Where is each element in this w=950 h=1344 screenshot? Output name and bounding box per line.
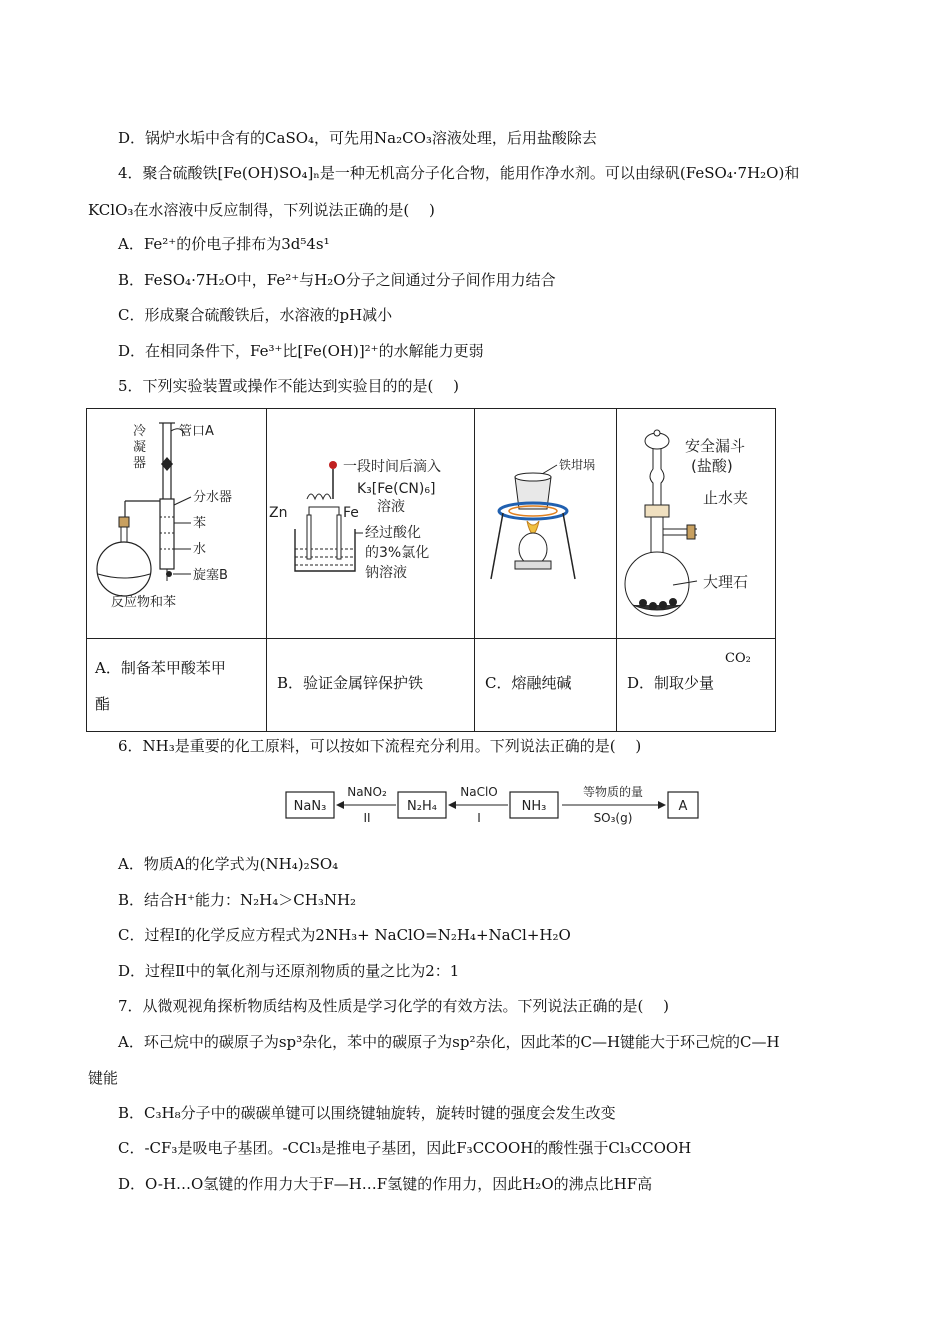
q4-option-b: B．FeSO₄·7H₂O中，Fe²⁺与H₂O分子之间通过分子间作用力结合: [118, 271, 556, 289]
label-fanying: 反应物和苯: [111, 595, 177, 610]
figure-d-apparatus: [617, 409, 777, 638]
q7-option-b: B．C₃H₈分子中的碳碳单键可以围绕键轴旋转，旋转时键的强度会发生改变: [118, 1104, 616, 1122]
q7-option-a-line2: 键能: [88, 1069, 119, 1087]
flow-so3: SO₃(g): [593, 811, 633, 825]
figure-a-apparatus: [87, 409, 266, 638]
q6-option-d: D．过程Ⅱ中的氧化剂与还原剂物质的量之比为2：1: [118, 962, 460, 980]
q7-option-c: C．-CF₃是吸电子基团。-CCl₃是推电子基团，因此F₃CCOOH的酸性强于Cl₃CCOOH: [118, 1139, 692, 1157]
figure-c-apparatus: [475, 409, 616, 638]
option-a-label-1: A．制备苯甲酸苯甲: [95, 659, 226, 677]
q6-option-b: B．结合H⁺能力：N₂H₄＞CH₃NH₂: [118, 891, 357, 909]
label-b-t3: 溶液: [377, 499, 405, 515]
option-c-label: C．熔融纯碱: [485, 674, 572, 692]
label-xuansai: 旋塞B: [193, 568, 228, 583]
label-c-t1: 铁坩埚: [559, 458, 596, 472]
label-b-t6: 钠溶液: [365, 565, 407, 581]
q6-flow-diagram: [280, 770, 720, 830]
q6-option-c: C．过程Ⅰ的化学反应方程式为2NH₃+ NaClO=N₂H₄+NaCl+H₂O: [118, 926, 571, 944]
label-b-t1: 一段时间后滴入: [343, 459, 441, 475]
label-d-t3: 止水夹: [703, 489, 749, 507]
flow-a: A: [678, 799, 688, 814]
figure-b-apparatus: [267, 409, 474, 638]
label-d-t1: 安全漏斗: [685, 437, 746, 455]
label-b-t2: K₃[Fe(CN)₆]: [357, 481, 436, 497]
label-qi: 器: [133, 456, 147, 471]
option-d-co2: CO₂: [725, 651, 751, 666]
q4-option-c: C．形成聚合硫酸铁后，水溶液的pH减小: [118, 306, 393, 324]
q6-stem: 6．NH₃是重要的化工原料，可以按如下流程充分利用。下列说法正确的是( ): [118, 737, 642, 755]
label-leng: 冷: [133, 424, 147, 439]
option-b-label: B．验证金属锌保护铁: [277, 674, 424, 692]
flow-n2h4: N₂H₄: [407, 799, 437, 814]
q6-option-a: A．物质A的化学式为(NH₄)₂SO₄: [118, 855, 339, 873]
option-a-label-2: 酯: [95, 695, 111, 713]
flow-nan3: NaN₃: [293, 799, 327, 814]
label-d-t4: 大理石: [703, 573, 749, 591]
flow-dengwuzhi: 等物质的量: [582, 785, 644, 799]
q7-option-d: D．O-H…O氢键的作用力大于F—H…F氢键的作用力，因此H₂O的沸点比HF高: [118, 1175, 653, 1193]
label-ning: 凝: [133, 440, 147, 455]
label-zn: Zn: [269, 505, 288, 521]
experiment-table: [86, 408, 776, 732]
label-fe: Fe: [343, 505, 359, 521]
q4-option-a: A．Fe²⁺的价电子排布为3d⁵4s¹: [118, 235, 330, 253]
q5-stem: 5．下列实验装置或操作不能达到实验目的的是( ): [118, 377, 460, 395]
label-d-t2: (盐酸): [691, 457, 733, 475]
label-guankou: 管口A: [179, 424, 214, 439]
flow-nh3: NH₃: [521, 799, 547, 814]
flow-naclo: NaClO: [460, 785, 498, 799]
q3-option-d: D．锅炉水垢中含有的CaSO₄，可先用Na₂CO₃溶液处理，后用盐酸除去: [118, 129, 597, 147]
q4-option-d: D．在相同条件下，Fe³⁺比[Fe(OH)]²⁺的水解能力更弱: [118, 342, 484, 360]
label-b-t5: 的3%氯化: [365, 545, 430, 561]
flow-nano2: NaNO₂: [347, 785, 387, 799]
q7-stem: 7．从微观视角探析物质结构及性质是学习化学的有效方法。下列说法正确的是( ): [118, 997, 670, 1015]
flow-ii: II: [363, 811, 371, 825]
q7-option-a-line1: A．环己烷中的碳原子为sp³杂化，苯中的碳原子为sp²杂化，因此苯的C—H键能大于环己烷的C—H: [118, 1033, 780, 1051]
flow-i: I: [477, 811, 481, 825]
label-b-t4: 经过酸化: [365, 525, 421, 541]
option-d-label: D．制取少量: [627, 674, 715, 692]
label-shui: 水: [193, 542, 207, 557]
q4-stem-line1: 4．聚合硫酸铁[Fe(OH)SO₄]ₙ是一种无机高分子化合物，能用作净水剂。可以由绿矾(FeSO₄·7H₂O)和: [118, 164, 800, 182]
label-fenshuiqi: 分水器: [193, 490, 233, 505]
label-ben: 苯: [193, 516, 207, 531]
q4-stem-line2: KClO₃在水溶液中反应制得，下列说法正确的是( ): [88, 201, 435, 219]
